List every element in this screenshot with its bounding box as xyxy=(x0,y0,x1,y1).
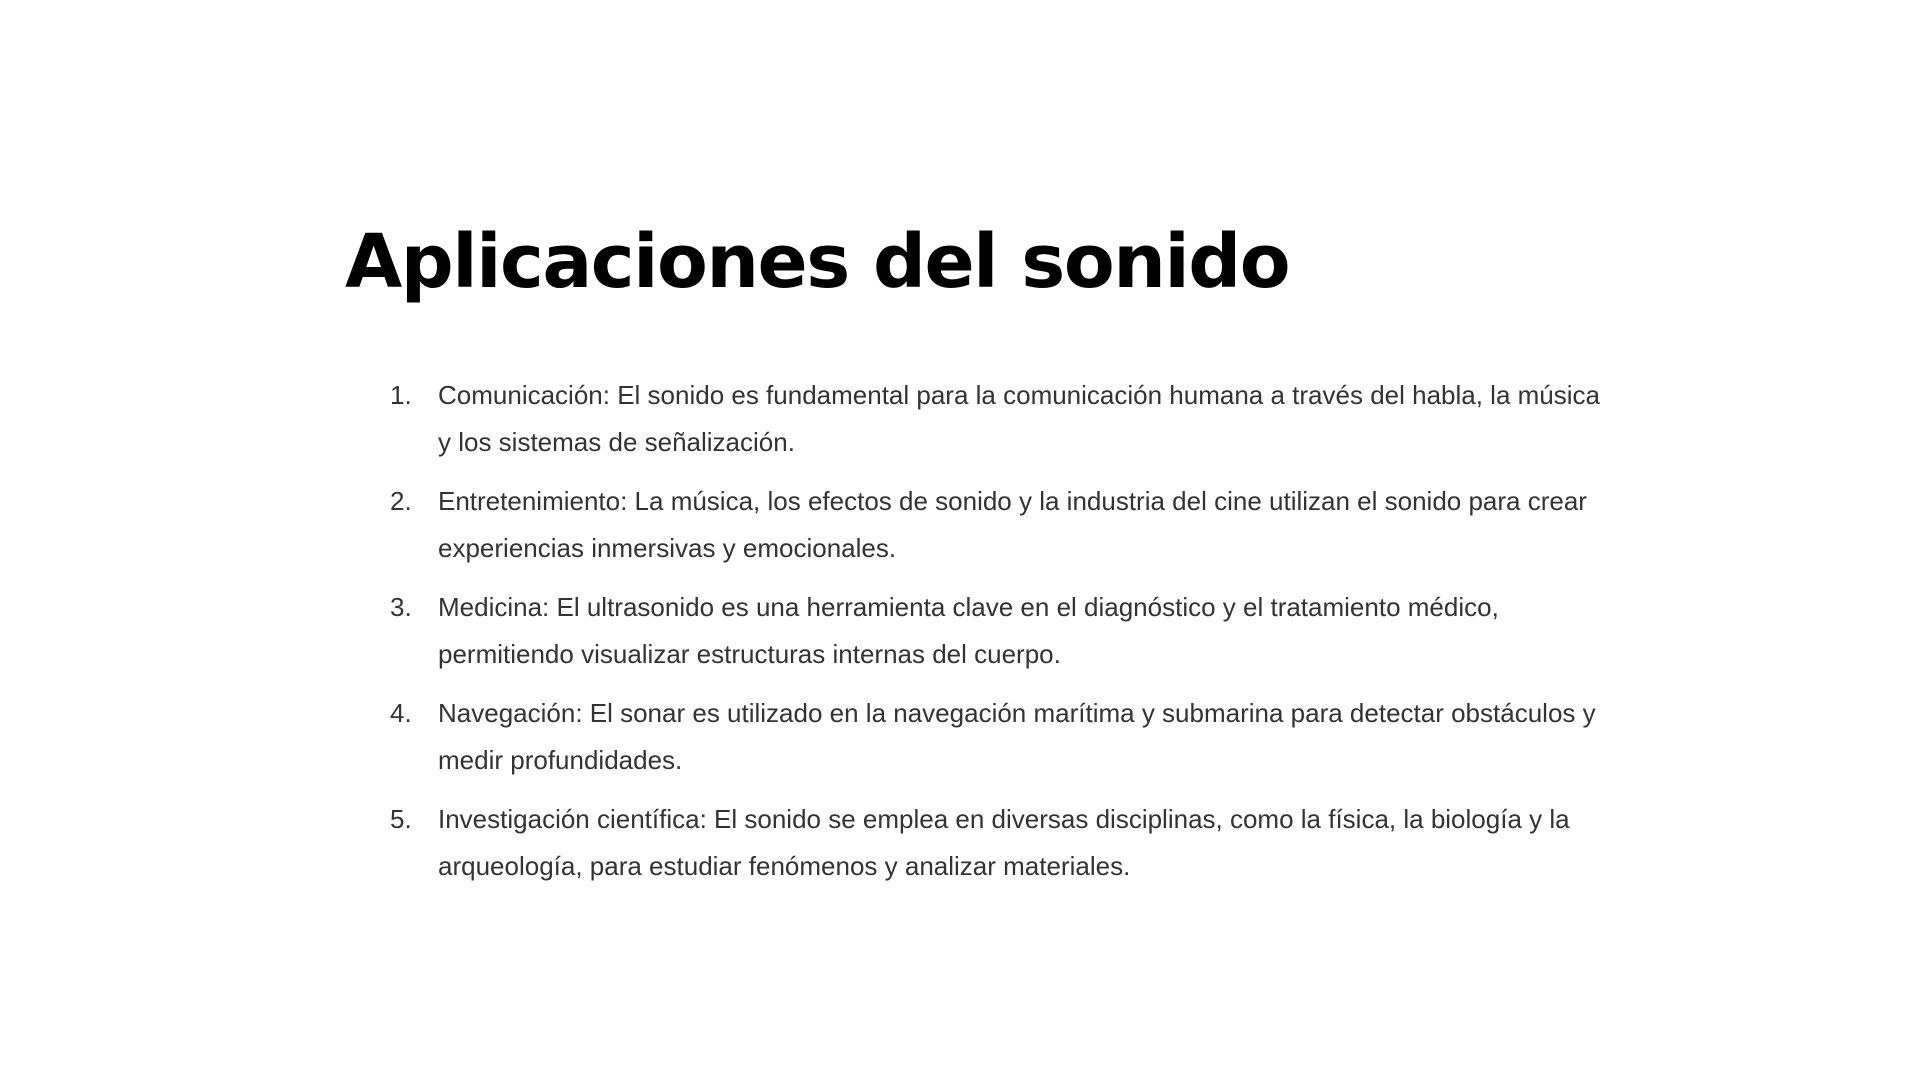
list-item-number: 2. xyxy=(390,486,412,516)
list-item xyxy=(390,478,1620,572)
list-item-text: Comunicación: El sonido es fundamental para la comunicación humana a través del habla, la música y los sistemas de señalización. xyxy=(438,380,1600,457)
list-item xyxy=(390,690,1620,784)
list-item-number: 5. xyxy=(390,804,412,834)
list-item-text: Entretenimiento: La música, los efectos de sonido y la industria del cine utilizan el sonido para crear experiencias inmersivas y emocionales. xyxy=(438,486,1587,563)
list-item xyxy=(390,796,1620,890)
list-item-text: Navegación: El sonar es utilizado en la navegación marítima y submarina para detectar obstáculos y medir profundidades. xyxy=(438,698,1596,775)
list-item xyxy=(390,372,1620,466)
list-item-text: Investigación científica: El sonido se emplea en diversas disciplinas, como la física, la biología y la arqueología, para estudiar fenómenos y analizar materiales. xyxy=(438,804,1570,881)
slide-title: Aplicaciones del sonido xyxy=(345,219,1290,305)
applications-list xyxy=(390,372,1620,902)
list-item-number: 4. xyxy=(390,698,412,728)
list-item-number: 1. xyxy=(390,380,412,410)
list-item-number: 3. xyxy=(390,592,412,622)
list-item xyxy=(390,584,1620,678)
list-item-text: Medicina: El ultrasonido es una herramienta clave en el diagnóstico y el tratamiento médico, permitiendo visualizar estructuras internas del cuerpo. xyxy=(438,592,1499,669)
